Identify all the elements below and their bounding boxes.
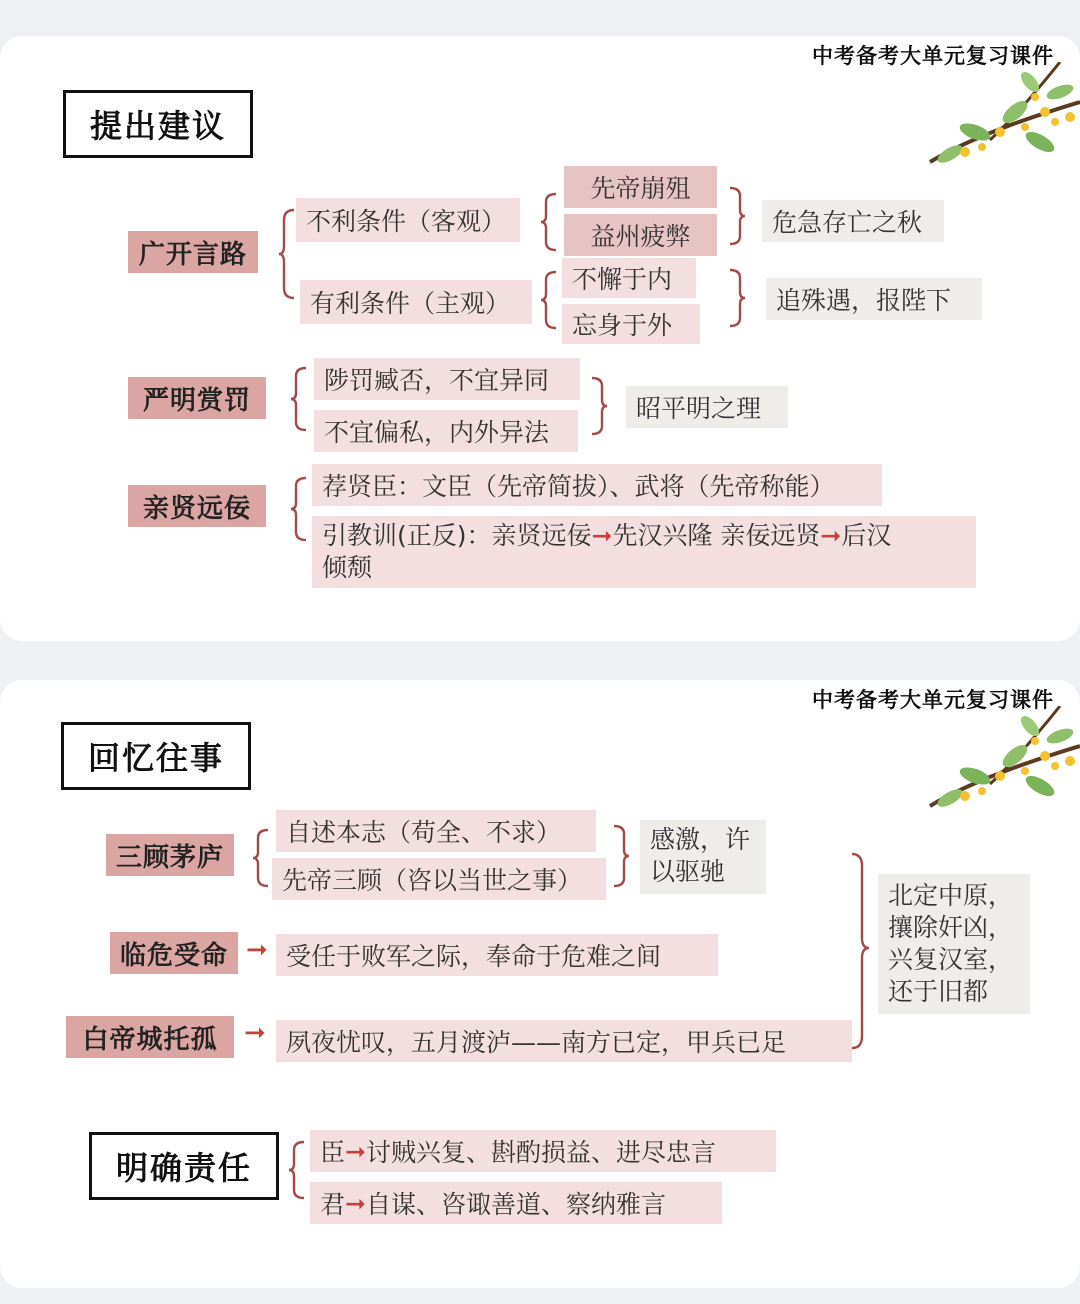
brace-favorable (540, 270, 558, 330)
brace-favorable-close (728, 268, 746, 328)
section-title-proposals: 提出建议 (63, 90, 253, 158)
goal-line-4: 还于旧都 (888, 977, 989, 1006)
item-recommend-ministers: 荐贤臣：文臣（先帝简拔）、武将（先帝称能） (312, 464, 882, 506)
unfavorable-conditions: 不利条件（客观） (296, 198, 520, 242)
item-yizhou-pibi: 益州疲弊 (564, 214, 717, 256)
brace-yanming (290, 366, 308, 432)
red-arrow-icon: ➞ (246, 935, 268, 965)
course-label: 中考备考大单元复习课件 (812, 44, 1054, 68)
brace-qinxian (290, 476, 308, 542)
item-zishu-benzhi: 自述本志（苟全、不求） (276, 810, 596, 852)
category-baidi: 白帝城托孤 (66, 1016, 234, 1058)
lesson-part-c: 后汉 (841, 521, 892, 550)
brace-sangu-close (612, 824, 630, 888)
item-xiandi-sangu: 先帝三顾（咨以当世之事） (272, 858, 606, 900)
ruler-duties: 自谋、咨诹善道、察纳雅言 (365, 1190, 666, 1219)
item-buyi-piansi: 不宜偏私，内外异法 (314, 410, 578, 452)
gratitude-line2: 以驱驰 (650, 857, 726, 886)
item-zhifa-zangpi: 陟罚臧否，不宜异同 (314, 358, 580, 400)
goal-line-1: 北定中原， (888, 881, 1014, 910)
minister-duties: 讨贼兴复、斟酌损益、进尽忠言 (365, 1138, 716, 1167)
item-minister-duty (310, 1130, 776, 1172)
result-final-goal (878, 874, 1030, 1014)
result-crisis: 危急存亡之秋 (762, 200, 944, 242)
red-arrow-icon: ➞ (820, 521, 842, 550)
item-wangshen-yuwai: 忘身于外 (562, 304, 700, 344)
ruler-label: 君 (320, 1190, 346, 1219)
result-gratitude (640, 820, 766, 894)
item-buxie-yunei: 不懈于内 (562, 258, 696, 298)
category-yanming: 严明赏罚 (128, 377, 266, 419)
gratitude-line1: 感激，许 (650, 825, 751, 854)
brace-final (850, 852, 872, 1052)
brace-yanming-close (590, 376, 608, 436)
goal-line-2: 攘除奸凶， (888, 913, 1014, 942)
brace-duty (288, 1140, 306, 1200)
brace-sangu (252, 828, 270, 888)
category-sangu: 三顾茅庐 (106, 834, 234, 876)
item-lessons (312, 516, 976, 588)
red-arrow-icon: ➞ (244, 1018, 266, 1048)
item-xiandi-bengcu: 先帝崩殂 (564, 166, 717, 208)
minister-label: 臣 (320, 1138, 346, 1167)
red-arrow-icon: ➞ (345, 1188, 366, 1218)
red-arrow-icon: ➞ (345, 1136, 366, 1166)
section-title-duty: 明确责任 (89, 1132, 279, 1200)
osmanthus-branch-decoration (920, 62, 1080, 192)
course-label: 中考备考大单元复习课件 (812, 688, 1054, 712)
item-ruler-duty (310, 1182, 722, 1224)
category-linwei: 临危受命 (110, 932, 238, 974)
section-card-memories (0, 680, 1080, 1288)
brace-unfavorable (540, 192, 558, 252)
section-card-proposals (0, 36, 1080, 641)
brace-unfavorable-close (728, 186, 746, 246)
osmanthus-branch-decoration (920, 706, 1080, 836)
item-shouren: 受任于败军之际，奉命于危难之间 (276, 934, 718, 976)
brace-guangkai (278, 208, 296, 300)
category-guangkai: 广开言路 (128, 231, 258, 273)
lesson-part-d: 倾颓 (322, 553, 373, 582)
favorable-conditions: 有利条件（主观） (300, 280, 532, 324)
goal-line-3: 兴复汉室， (888, 945, 1014, 974)
result-repay: 追殊遇，报陛下 (766, 278, 982, 320)
result-zhaoping: 昭平明之理 (626, 386, 788, 428)
category-qinxian: 亲贤远佞 (128, 485, 266, 527)
lesson-part-a: 引教训(正反)：亲贤远佞 (322, 521, 592, 550)
lesson-part-b: 先汉兴隆 亲佞远贤 (612, 521, 821, 550)
section-title-memories: 回忆往事 (61, 722, 251, 790)
red-arrow-icon: ➞ (591, 521, 613, 550)
item-suye-youtan: 夙夜忧叹，五月渡泸——南方已定，甲兵已足 (276, 1020, 852, 1062)
